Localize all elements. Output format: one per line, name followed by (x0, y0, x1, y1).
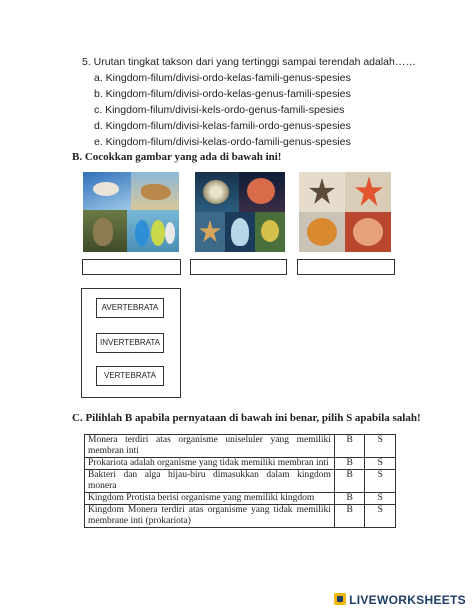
statement-cell: Monera terdiri atas organisme uniseluler yang memiliki membran inti (85, 435, 335, 458)
section-c-heading: C. Pilihlah B apabila pernyataan di bawah ini benar, pilih S apabila salah! (72, 412, 421, 424)
statement-cell: Kingdom Protista berisi organisme yang memiliki kingdom (85, 493, 335, 505)
true-false-table (84, 434, 396, 528)
brand-text: LIVEWORKSHEETS (349, 593, 466, 607)
option-b-cell[interactable]: B (334, 493, 365, 505)
option-b-cell[interactable]: B (334, 505, 365, 528)
option-e: e. Kingdom-filum/divisi-kelas-ordo-famili-genus-spesies (94, 136, 351, 148)
table-row (85, 505, 396, 528)
option-b-cell[interactable]: B (334, 470, 365, 493)
table-row (85, 458, 396, 470)
option-a: a. Kingdom-filum/divisi-ordo-kelas-famili-genus-spesies (94, 72, 351, 84)
option-b: b. Kingdom-filum/divisi-ordo-kelas-genus-famili-spesies (94, 88, 351, 100)
drag-option-vertebrata[interactable]: VERTEBRATA (96, 366, 164, 386)
table-row (85, 493, 396, 505)
liveworksheets-icon (334, 593, 346, 605)
option-s-cell[interactable]: S (365, 470, 396, 493)
answer-box-2[interactable] (190, 259, 287, 275)
option-c: c. Kingdom-filum/divisi-kels-ordo-genus-famili-spesies (94, 104, 345, 116)
option-s-cell[interactable]: S (365, 435, 396, 458)
answer-box-3[interactable] (297, 259, 395, 275)
table-row (85, 435, 396, 458)
drag-option-avertebrata[interactable]: AVERTEBRATA (96, 298, 164, 318)
echinoderm-animals-image (299, 172, 391, 252)
option-s-cell[interactable]: S (365, 458, 396, 470)
statement-cell: Bakteri dan alga hijau-biru dimasukkan dalam kingdom monera (85, 470, 335, 493)
vertebrate-animals-image (83, 172, 179, 252)
option-b-cell[interactable]: B (334, 458, 365, 470)
invertebrate-animals-image (195, 172, 285, 252)
option-s-cell[interactable]: S (365, 493, 396, 505)
question-5-stem: 5. Urutan tingkat takson dari yang tertinggi sampai terendah adalah…… (82, 56, 416, 68)
liveworksheets-logo (334, 593, 466, 607)
statement-cell: Prokariota adalah organisme yang tidak memiliki membran inti (85, 458, 335, 470)
option-s-cell[interactable]: S (365, 505, 396, 528)
drag-option-invertebrata[interactable]: INVERTEBRATA (96, 333, 164, 353)
drag-options-panel (81, 288, 181, 398)
question-5 (82, 54, 416, 150)
answer-box-1[interactable] (82, 259, 181, 275)
table-row (85, 470, 396, 493)
option-b-cell[interactable]: B (334, 435, 365, 458)
section-b-heading: B. Cocokkan gambar yang ada di bawah ini! (72, 151, 282, 163)
statement-cell: Kingdom Monera terdiri atas organisme yang tidak memiliki membrane inti (prokariota) (85, 505, 335, 528)
option-d: d. Kingdom-filum/divisi-kelas-famili-ordo-genus-spesies (94, 120, 351, 132)
